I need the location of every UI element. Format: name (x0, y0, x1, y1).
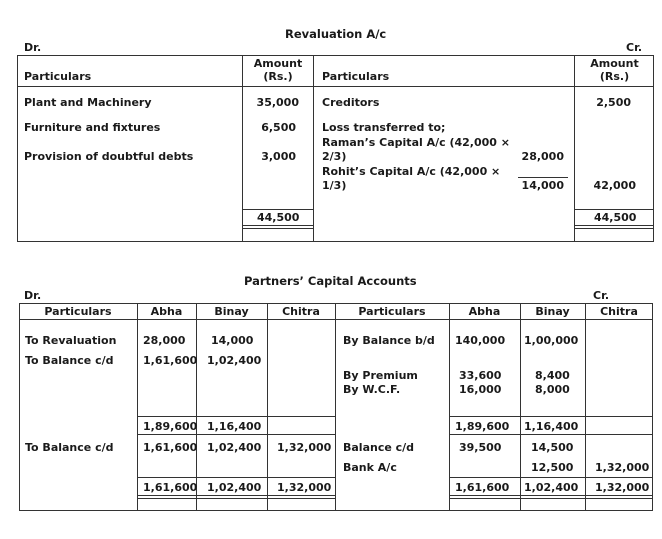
total-rule (243, 225, 313, 226)
capital-right-abha: 140,000 (455, 334, 506, 347)
revaluation-col-divider (242, 55, 243, 242)
debit-row-label: Provision of doubtful debts (24, 150, 194, 163)
capital-left-subtotal-abha: 1,89,600 (143, 420, 198, 433)
credit-rohit-label-2: 1/3) (322, 179, 347, 192)
total-rule (449, 498, 653, 499)
revaluation-dr-label: Dr. (24, 41, 42, 54)
credit-rohit-label: Rohit’s Capital A/c (42,000 × (322, 165, 501, 178)
capital-right-binay: 1,00,000 (524, 334, 579, 347)
capital-header-particulars-left: Particulars (44, 305, 112, 318)
revaluation-header-amount-right-unit: (Rs.) (599, 70, 630, 83)
credit-underline (518, 177, 568, 178)
subtotal-rule (449, 416, 653, 417)
revaluation-header-rule (17, 86, 654, 87)
capital-col-divider (335, 303, 336, 511)
capital-col-divider (520, 303, 521, 511)
capital-left-abha: 28,000 (143, 334, 186, 347)
total-rule (137, 495, 335, 496)
capital-left-total-abha: 1,61,600 (143, 481, 198, 494)
credit-creditors-label: Creditors (322, 96, 380, 109)
capital-right-label: By W.C.F. (343, 383, 401, 396)
credit-raman-amount: 28,000 (521, 150, 564, 163)
revaluation-total-right: 44,500 (594, 211, 637, 224)
capital-header-abha-right: Abha (468, 305, 501, 318)
capital-right-label: Bank A/c (343, 461, 397, 474)
debit-row-amount: 35,000 (256, 96, 299, 109)
capital-right-total-binay: 1,02,400 (524, 481, 579, 494)
capital-right-abha: 39,500 (459, 441, 502, 454)
capital-header-chitra-right: Chitra (600, 305, 638, 318)
capital-left-chitra: 1,32,000 (277, 441, 332, 454)
debit-row-amount: 3,000 (261, 150, 296, 163)
capital-header-rule (19, 319, 653, 320)
capital-right-subtotal-abha: 1,89,600 (455, 420, 510, 433)
revaluation-header-amount-left-unit: (Rs.) (263, 70, 293, 83)
capital-right-label: Balance c/d (343, 441, 415, 454)
revaluation-header-particulars-right: Particulars (322, 70, 390, 83)
capital-left-label: To Balance c/d (25, 354, 114, 367)
total-rule (449, 495, 653, 496)
capital-right-binay: 8,400 (535, 369, 570, 382)
capital-header-particulars-right: Particulars (358, 305, 426, 318)
capital-left-abha: 1,61,600 (143, 441, 198, 454)
capital-right-label: By Premium (343, 369, 418, 382)
total-rule (575, 209, 654, 210)
capital-dr-label: Dr. (24, 289, 42, 302)
capital-col-divider (196, 303, 197, 511)
revaluation-header-amount-right: Amount (590, 57, 639, 70)
capital-header-abha-left: Abha (150, 305, 183, 318)
capital-col-divider (449, 303, 450, 511)
revaluation-title: Revaluation A/c (285, 27, 387, 41)
capital-right-chitra: 1,32,000 (595, 461, 650, 474)
capital-left-total-binay: 1,02,400 (207, 481, 262, 494)
total-rule (243, 209, 313, 210)
debit-row-amount: 6,500 (261, 121, 296, 134)
capital-col-divider (267, 303, 268, 511)
capital-right-total-chitra: 1,32,000 (595, 481, 650, 494)
revaluation-col-divider (313, 55, 314, 242)
subtotal-rule (137, 416, 335, 417)
capital-right-total-abha: 1,61,600 (455, 481, 510, 494)
revaluation-cr-label: Cr. (626, 41, 643, 54)
capital-header-binay-right: Binay (535, 305, 570, 318)
debit-row-label: Furniture and fixtures (24, 121, 161, 134)
capital-col-divider (137, 303, 138, 511)
revaluation-header-amount-left: Amount (253, 57, 303, 70)
credit-creditors-amount: 2,500 (596, 96, 631, 109)
capital-right-abha: 16,000 (459, 383, 502, 396)
capital-left-total-chitra: 1,32,000 (277, 481, 332, 494)
revaluation-total-left: 44,500 (257, 211, 300, 224)
capital-header-binay-left: Binay (214, 305, 249, 318)
capital-left-subtotal-binay: 1,16,400 (207, 420, 262, 433)
revaluation-col-divider (574, 55, 575, 242)
debit-row-label: Plant and Machinery (24, 96, 152, 109)
capital-left-binay: 1,02,400 (207, 441, 262, 454)
capital-right-label: By Balance b/d (343, 334, 435, 347)
revaluation-header-particulars-left: Particulars (24, 70, 92, 83)
credit-raman-label: Raman’s Capital A/c (42,000 × (322, 136, 510, 149)
subtotal-rule (449, 434, 653, 435)
capital-left-abha: 1,61,600 (143, 354, 198, 367)
credit-loss-label: Loss transferred to; (322, 121, 446, 134)
capital-header-chitra-left: Chitra (282, 305, 320, 318)
capital-col-divider (585, 303, 586, 511)
capital-left-label: To Revaluation (25, 334, 117, 347)
credit-raman-label-2: 2/3) (322, 150, 347, 163)
credit-rohit-amount: 14,000 (521, 179, 564, 192)
subtotal-rule (137, 434, 335, 435)
capital-left-binay: 1,02,400 (207, 354, 262, 367)
capital-right-subtotal-binay: 1,16,400 (524, 420, 579, 433)
capital-title: Partners’ Capital Accounts (244, 274, 417, 288)
total-rule (449, 477, 653, 478)
total-rule (575, 225, 654, 226)
capital-cr-label: Cr. (593, 289, 610, 302)
capital-left-binay: 14,000 (211, 334, 254, 347)
total-rule (137, 477, 335, 478)
total-rule (575, 228, 654, 229)
capital-right-abha: 33,600 (459, 369, 502, 382)
capital-right-binay: 12,500 (531, 461, 574, 474)
credit-loss-total: 42,000 (593, 179, 636, 192)
total-rule (243, 228, 313, 229)
capital-left-label: To Balance c/d (25, 441, 114, 454)
capital-right-binay: 8,000 (535, 383, 570, 396)
capital-right-binay: 14,500 (531, 441, 574, 454)
total-rule (137, 498, 335, 499)
